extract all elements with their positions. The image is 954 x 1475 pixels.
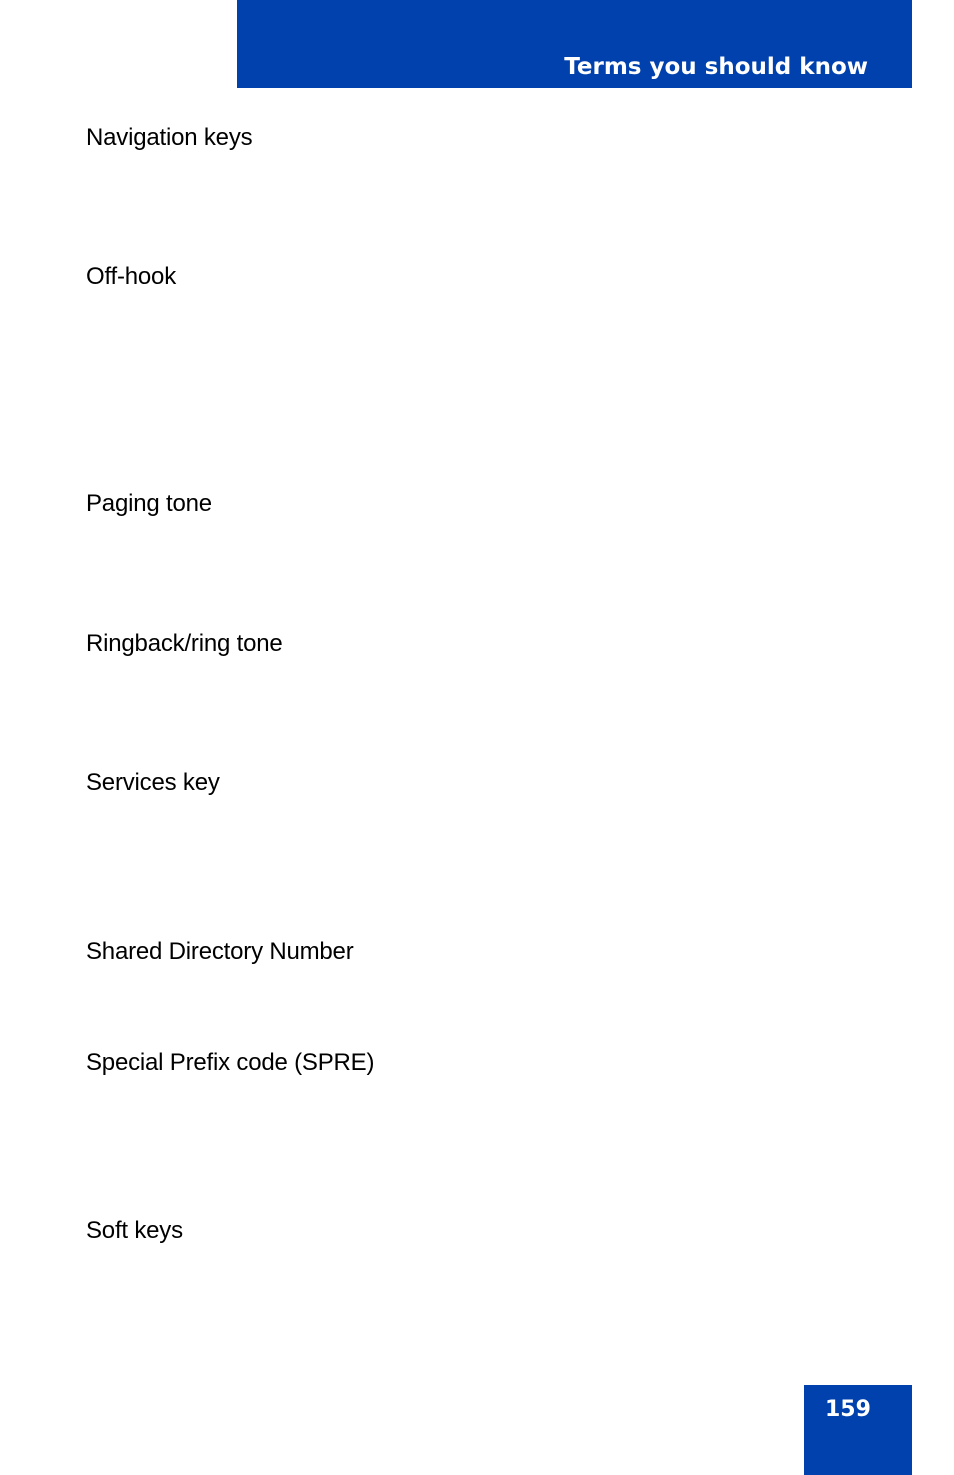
term-heading: Ringback/ring tone xyxy=(86,630,283,657)
header-bar xyxy=(237,0,912,88)
term-heading: Services key xyxy=(86,769,220,796)
term-heading: Paging tone xyxy=(86,490,212,517)
page-number: 159 xyxy=(825,1397,871,1422)
page-number-box xyxy=(804,1385,912,1475)
section-title: Terms you should know xyxy=(564,54,868,80)
term-heading: Soft keys xyxy=(86,1217,183,1244)
term-heading: Special Prefix code (SPRE) xyxy=(86,1049,375,1076)
term-heading: Navigation keys xyxy=(86,124,253,151)
term-heading: Off-hook xyxy=(86,263,177,290)
term-heading: Shared Directory Number xyxy=(86,938,354,965)
